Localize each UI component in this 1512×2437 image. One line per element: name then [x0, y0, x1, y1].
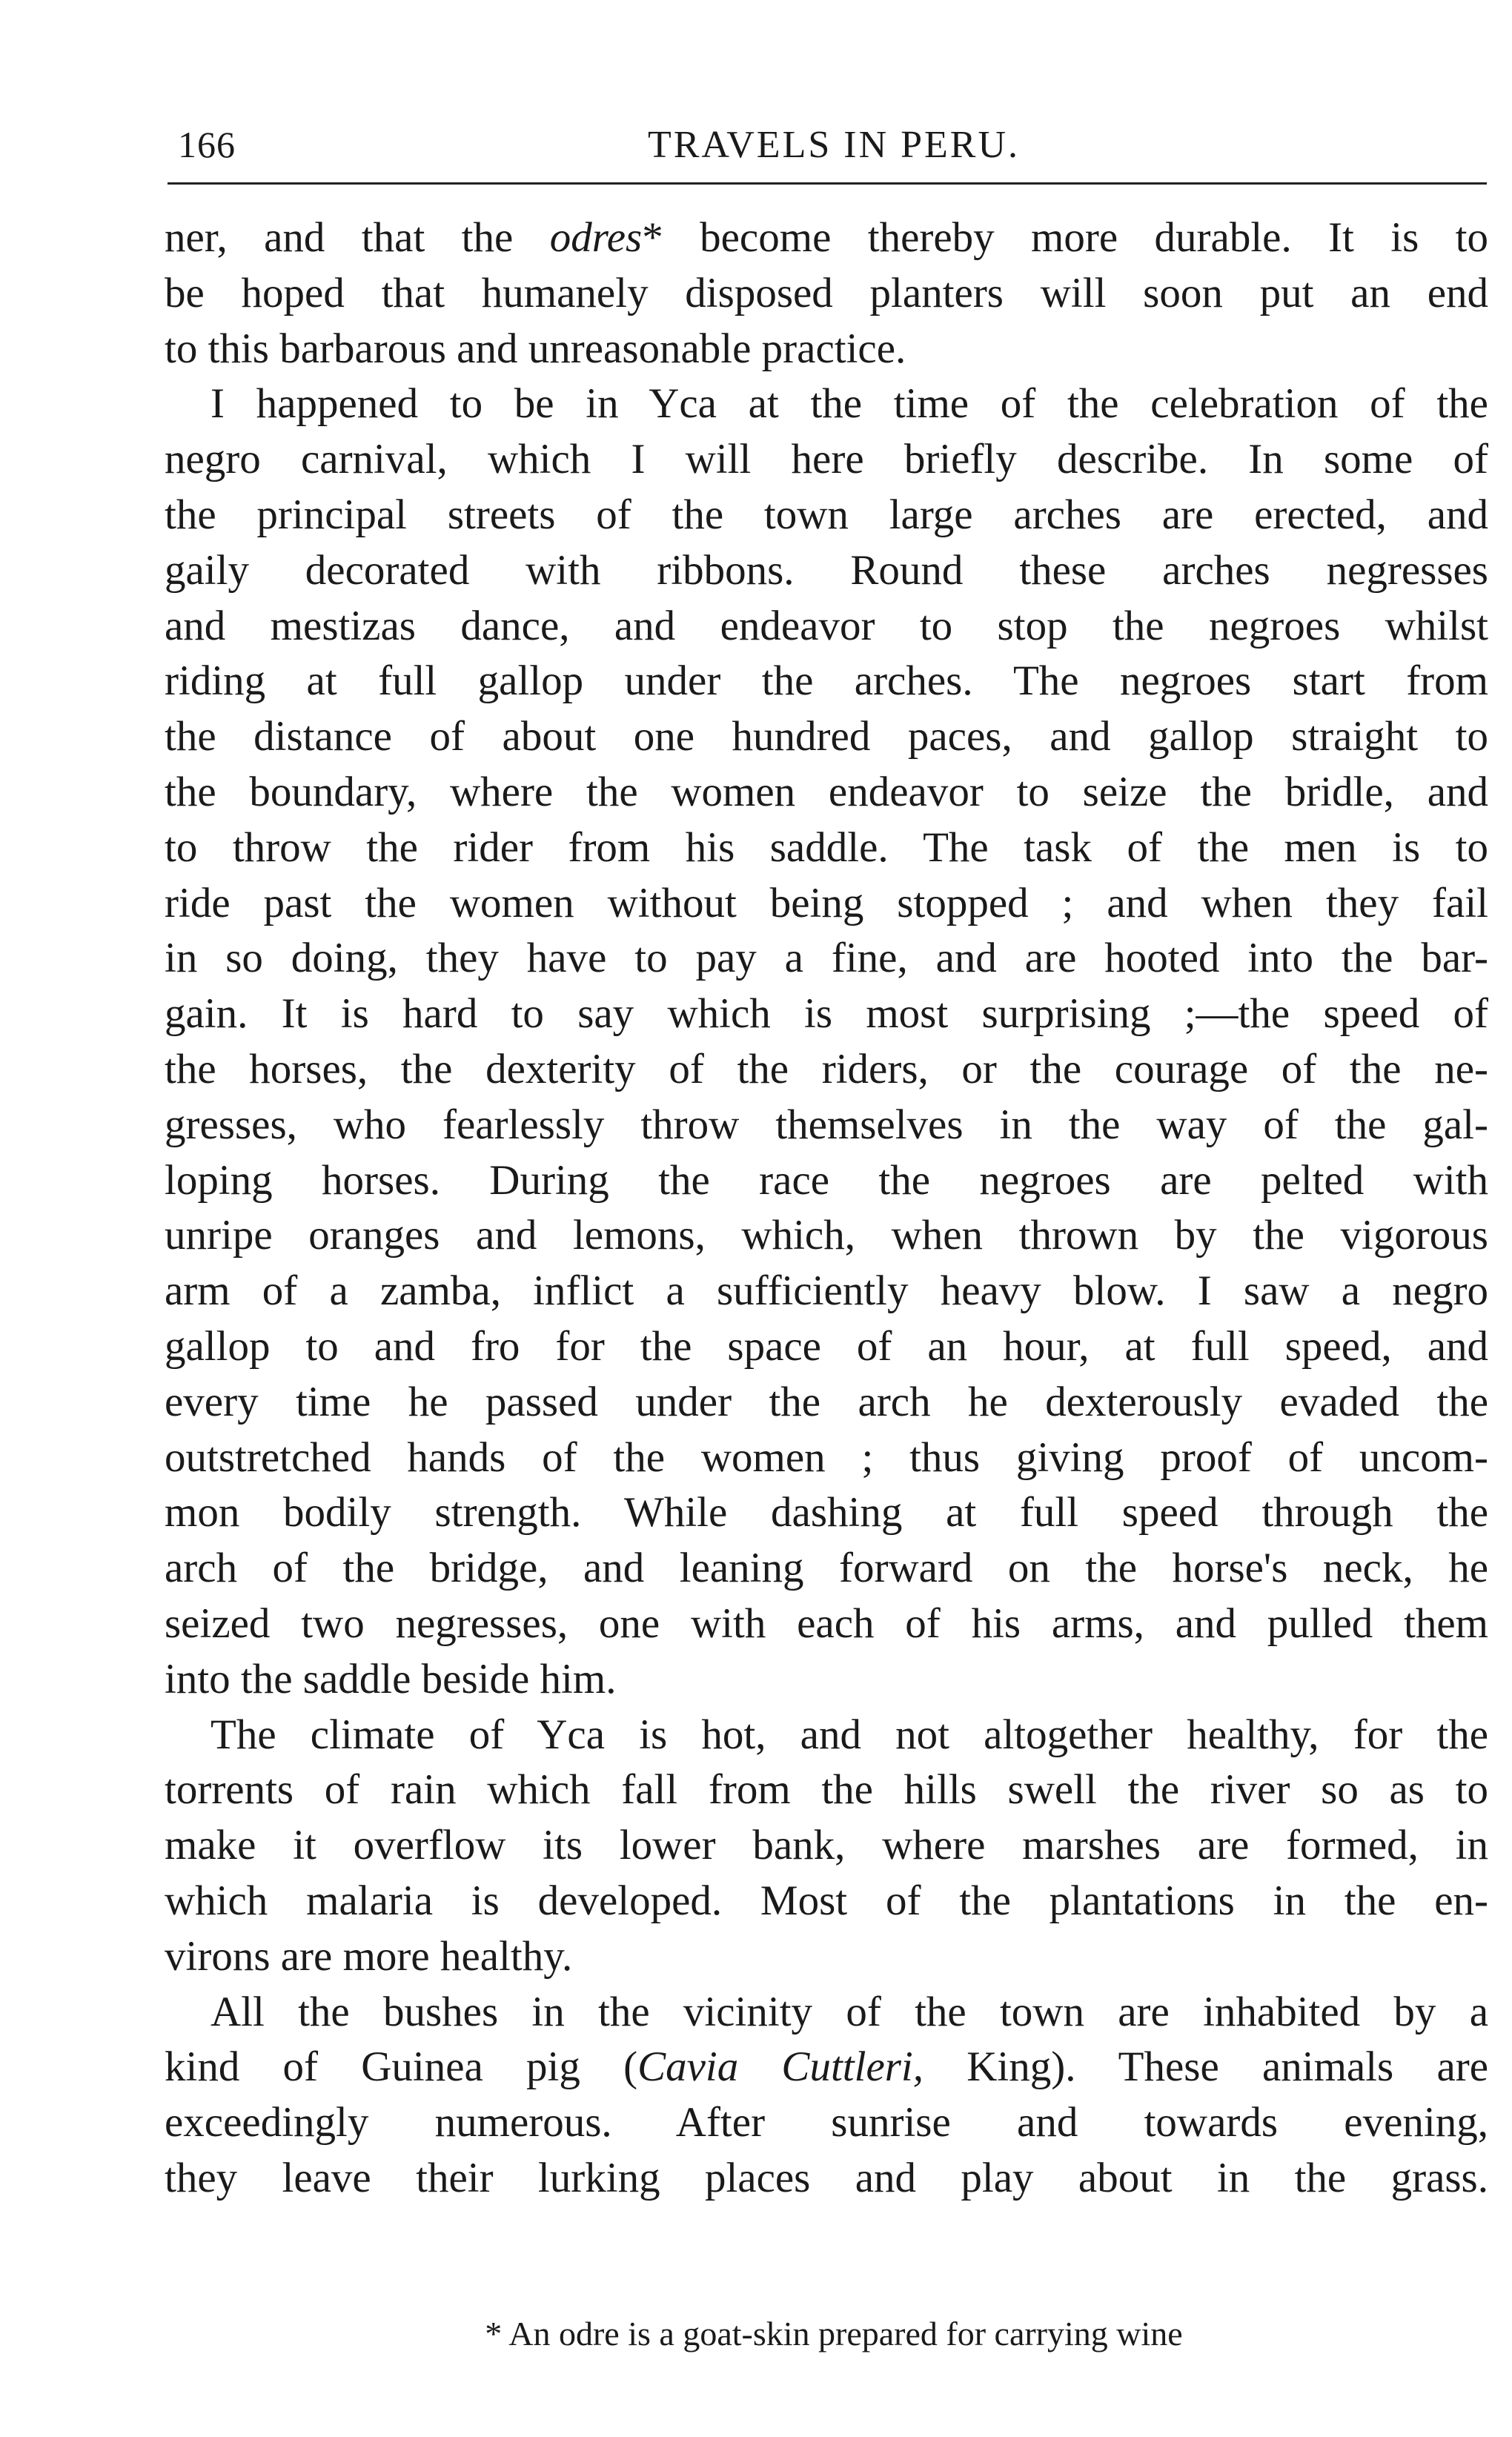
text-segment: The climate of Yca is hot, and not altogether healthy, for the	[210, 1711, 1488, 1758]
text-segment: mon bodily strength. While dashing at full speed through the	[165, 1489, 1488, 1536]
text-line	[165, 987, 1488, 1042]
text-line	[165, 543, 1488, 599]
text-segment: into the saddle beside him.	[165, 1655, 617, 1702]
text-segment: to this barbarous and unreasonable practice.	[165, 325, 906, 372]
text-segment: the principal streets of the town large arches are erected, and	[165, 491, 1488, 538]
text-line	[165, 1042, 1488, 1098]
italic-text: Cavia Cuttleri,	[637, 2043, 924, 2091]
header-rule	[168, 182, 1487, 185]
text-segment: arm of a zamba, inflict a sufficiently heavy blow. I saw a negro	[165, 1267, 1488, 1315]
text-segment: seized two negresses, one with each of his arms, and pulled them	[165, 1599, 1488, 1647]
text-line	[165, 1929, 1488, 1985]
text-line	[165, 1985, 1488, 2040]
text-line	[165, 1818, 1488, 1874]
text-line	[165, 1153, 1488, 1209]
text-line	[165, 1597, 1488, 1652]
text-line	[165, 654, 1488, 709]
text-line	[165, 2040, 1488, 2095]
text-segment: I happened to be in Yca at the time of the celebration of the	[210, 380, 1488, 428]
text-segment: unripe oranges and lemons, which, when thrown by the vigorous	[165, 1212, 1488, 1259]
text-segment: gaily decorated with ribbons. Round these arches negresses	[165, 546, 1488, 594]
text-line	[165, 1763, 1488, 1818]
text-segment: negro carnival, which I will here briefly describe. In some of	[165, 436, 1488, 483]
text-segment: arch of the bridge, and leaning forward on the horse's neck, he	[165, 1545, 1488, 1592]
text-segment: riding at full gallop under the arches. The negroes start from	[165, 657, 1488, 705]
italic-text: odres	[549, 214, 643, 261]
text-segment: the boundary, where the women endeavor to seize the bridle, and	[165, 768, 1488, 815]
text-line	[165, 1541, 1488, 1597]
text-line	[165, 1264, 1488, 1319]
text-segment: ride past the women without being stopped ; and when they fail	[165, 879, 1488, 926]
text-line	[165, 377, 1488, 432]
text-segment: loping horses. During the race the negroes are pelted with	[165, 1156, 1488, 1204]
text-segment: exceedingly numerous. After sunrise and towards evening,	[165, 2099, 1488, 2146]
text-line	[165, 2151, 1488, 2206]
running-title: TRAVELS IN PERU.	[647, 124, 1021, 166]
text-line	[165, 820, 1488, 876]
text-segment: to throw the rider from his saddle. The task of the men is to	[165, 823, 1488, 871]
text-line	[165, 765, 1488, 820]
text-line	[165, 1430, 1488, 1486]
text-line	[165, 432, 1488, 488]
text-segment: virons are more healthy.	[165, 1932, 573, 1980]
text-line	[165, 266, 1488, 322]
text-segment: * become thereby more durable. It is to	[642, 214, 1488, 261]
text-line	[165, 1375, 1488, 1430]
text-segment: they leave their lurking places and play about in the grass.	[165, 2154, 1488, 2201]
text-line	[165, 1652, 1488, 1708]
text-segment: King). These animals are	[924, 2043, 1488, 2091]
text-line	[165, 322, 1488, 377]
page-number: 166	[178, 124, 236, 165]
text-segment: ner, and that the	[165, 214, 550, 261]
text-segment: All the bushes in the vicinity of the town are inhabited by a	[210, 1988, 1488, 2035]
text-line	[165, 2095, 1488, 2151]
text-segment: kind of Guinea pig (	[165, 2043, 638, 2091]
text-line	[165, 1874, 1488, 1929]
text-segment: gresses, who fearlessly throw themselves in the way of the gal-	[165, 1101, 1488, 1148]
text-segment: and mestizas dance, and endeavor to stop the negroes whilst	[165, 602, 1488, 649]
text-segment: outstretched hands of the women ; thus giving proof of uncom-	[165, 1433, 1488, 1481]
text-segment: the horses, the dexterity of the riders, or the courage of the ne-	[165, 1045, 1488, 1092]
text-line	[165, 1208, 1488, 1264]
text-segment: gallop to and fro for the space of an hour, at full speed, and	[165, 1322, 1488, 1370]
text-line	[165, 876, 1488, 932]
body-text	[165, 210, 1488, 2206]
text-segment: in so doing, they have to pay a fine, and are hooted into the bar-	[165, 935, 1488, 982]
text-line	[165, 210, 1488, 266]
text-line	[165, 1485, 1488, 1541]
text-line	[165, 931, 1488, 987]
text-line	[165, 1708, 1488, 1763]
text-segment: torrents of rain which fall from the hills swell the river so as to	[165, 1766, 1488, 1814]
text-segment: be hoped that humanely disposed planters will soon put an end	[165, 269, 1488, 316]
text-segment: make it overflow its lower bank, where marshes are formed, in	[165, 1822, 1488, 1869]
text-segment: gain. It is hard to say which is most surprising ;—the speed of	[165, 990, 1488, 1038]
footnote: * An odre is a goat-skin prepared for carrying wine	[485, 2315, 1183, 2353]
text-segment: the distance of about one hundred paces, and gallop straight to	[165, 713, 1488, 760]
text-line	[165, 1098, 1488, 1153]
text-line	[165, 1319, 1488, 1375]
text-line	[165, 488, 1488, 543]
text-segment: every time he passed under the arch he dexterously evaded the	[165, 1378, 1488, 1425]
text-segment: which malaria is developed. Most of the plantations in the en-	[165, 1877, 1488, 1924]
text-line	[165, 709, 1488, 765]
text-line	[165, 599, 1488, 654]
